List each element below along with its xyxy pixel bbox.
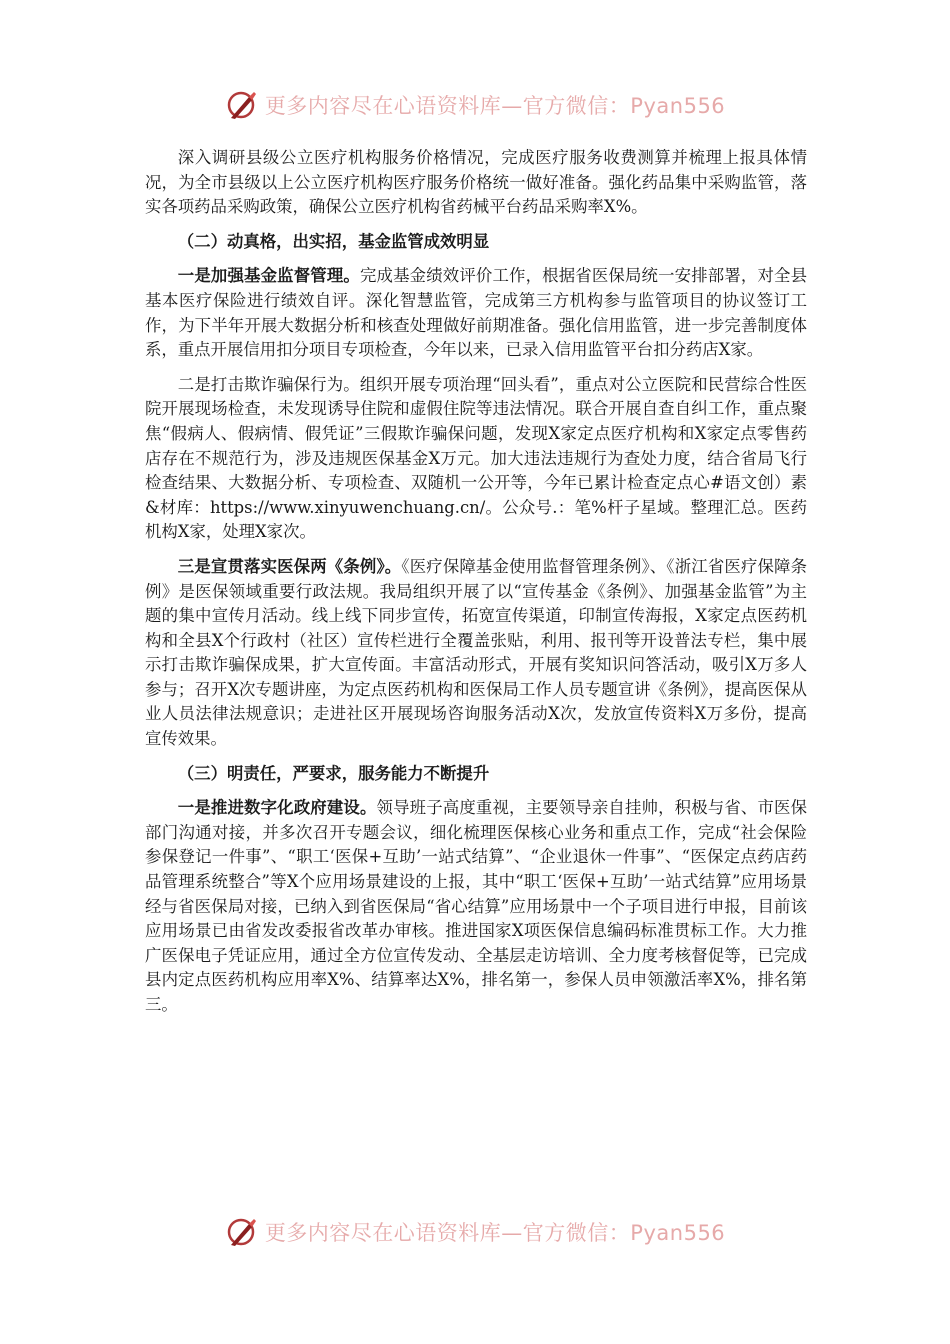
paragraph-text: 《医疗保障基金使用监督管理条例》、《浙江省医疗保障条例》是医保领域重要行政法规。我局组织开展了以“宣传基金《条例》、加强基金监管”为主题的集中宣传月活动。线上线下同步宣传，拓宽宣传渠道，印制宣传海报，X家定点医药机构和全县X个行政村（社区）宣传栏进行全覆盖张贴，利用、报刊等开设普法专栏，集中展示打击欺诈骗保成果，扩大宣传面。丰富活动形式，开展有奖知识问答活动，吸引X万多人参与；召开X次专题讲座，为定点医药机构和医保局工作人员专题宣讲《条例》，提高医保从业人员法律法规意识；走进社区开展现场咨询服务活动X次，发放宣传资料X万多份，提高宣传效果。 xyxy=(145,556,807,749)
paragraph-regulations xyxy=(145,555,807,752)
watermark-footer xyxy=(0,1212,950,1252)
paragraph-text: 完成基金绩效评价工作，根据省医保局统一安排部署，对全县基本医疗保险进行绩效自评。深化智慧监管，完成第三方机构参与监管项目的协议签订工作，为下半年开展大数据分析和核查处理做好前期准备。强化信用监管，进一步完善制度体系，重点开展信用扣分项目专项检查，今年以来，已录入信用监管平台扣分药店X家。 xyxy=(145,266,807,360)
paragraph-lead: 三是宣贯落实医保两《条例》。 xyxy=(177,556,402,576)
document-body xyxy=(145,146,807,1028)
paragraph-digital-government xyxy=(145,796,807,1017)
section-heading-service-capacity: （三）明责任，严要求，服务能力不断提升 xyxy=(177,763,490,783)
watermark-text: 更多内容尽在心语资料库—官方微信：Pyan556 xyxy=(264,1221,726,1245)
paragraph-fund-management xyxy=(145,264,807,362)
paragraph-text: 二是打击欺诈骗保行为。组织开展专项治理“回头看”，重点对公立医院和民营综合性医院开展现场检查，未发现诱导住院和虚假住院等违法情况。联合开展自查自纠工作，重点聚焦“假病人、假病情、假凭证”三假欺诈骗保问题，发现X家定点医疗机构和X家定点零售药店存在不规范行为，涉及违规医保基金X万元。加大违法违规行为查处力度，结合省局飞行检查结果、大数据分析、专项检查、双随机一公开等，今年已累计检查定点心#语文创）素&材库：https://www.xinyuwenchuang.cn/。公众号.：笔%杆子星域。整理汇总。医药机构X家，处理X家次。 xyxy=(145,374,807,542)
watermark-header xyxy=(0,85,950,125)
watermark-text: 更多内容尽在心语资料库—官方微信：Pyan556 xyxy=(264,94,726,118)
paragraph-lead: 一是加强基金监督管理。 xyxy=(177,266,360,286)
paragraph-anti-fraud xyxy=(145,373,807,545)
section-heading-fund-supervision: （二）动真格，出实招，基金监管成效明显 xyxy=(177,231,490,251)
pen-logo-icon xyxy=(225,1215,259,1249)
paragraph-lead: 一是推进数字化政府建设。 xyxy=(177,798,377,818)
pen-logo-icon xyxy=(225,88,259,122)
paragraph-text: 领导班子高度重视，主要领导亲自挂帅，积极与省、市医保部门沟通对接，并多次召开专题会议，细化梳理医保核心业务和重点工作，完成“社会保险参保登记一件事”、“职工‘医保+互助’一站式结算”、“企业退休一件事”、“医保定点药店药品管理系统整合”等X个应用场景建设的上报，其中“职工‘医保+互助’一站式结算”应用场景经与省医保局对接，已纳入到省医保局“省心结算”应用场景中一个子项目进行申报，目前该应用场景已由省发改委报省改革办审核。推进国家X项医保信息编码标准贯标工作。大力推广医保电子凭证应用，通过全方位宣传发动、全基层走访培训、全力度考核督促等，已完成县内定点医药机构应用率X%、结算率达X%，排名第一，参保人员申领激活率X%，排名第三。 xyxy=(145,798,807,1014)
paragraph-price-survey xyxy=(145,146,807,220)
paragraph-text: 深入调研县级公立医疗机构服务价格情况，完成医疗服务收费测算并梳理上报具体情况，为全市县级以上公立医疗机构医疗服务价格统一做好准备。强化药品集中采购监管，落实各项药品采购政策，确保公立医疗机构省药械平台药品采购率X%。 xyxy=(145,148,807,217)
